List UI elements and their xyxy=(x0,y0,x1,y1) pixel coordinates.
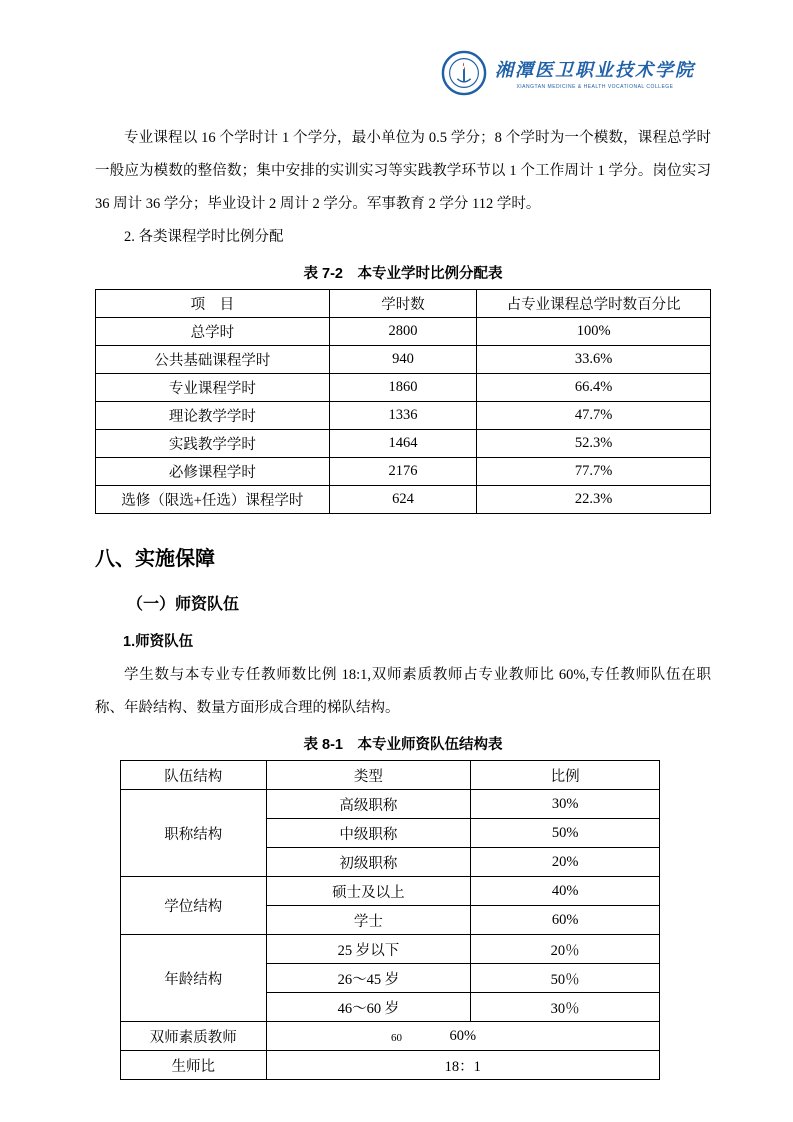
table-row xyxy=(121,935,660,964)
table-row xyxy=(121,1051,660,1080)
column-header: 项 目 xyxy=(96,290,330,318)
table-cell: 25 岁以下 xyxy=(266,935,471,964)
table-row xyxy=(96,458,711,486)
group-cell-age-structure: 年龄结构 xyxy=(121,935,267,1022)
column-header: 比例 xyxy=(471,761,660,790)
table-8-1-caption: 表 8-1 本专业师资队伍结构表 xyxy=(303,737,503,753)
table-cell: 30% xyxy=(471,790,660,819)
page-number: 60 xyxy=(391,1032,402,1044)
table-cell: 1464 xyxy=(329,430,477,458)
table-cell: 中级职称 xyxy=(266,819,471,848)
list-item-hours-ratio: 2. 各类课程学时比例分配 xyxy=(124,229,284,245)
table-cell: 1860 xyxy=(329,374,477,402)
table-cell: 46～60 岁 xyxy=(266,993,471,1022)
table-cell: 624 xyxy=(329,486,477,514)
column-header: 类型 xyxy=(266,761,471,790)
table-row xyxy=(121,790,660,819)
college-name-block xyxy=(495,56,695,90)
table-cell: 1336 xyxy=(329,402,477,430)
table-cell: 60% xyxy=(471,906,660,935)
table-cell: 26～45 岁 xyxy=(266,964,471,993)
paragraph-faculty-ratio: 学生数与本专业专任教师数比例 18:1,双师素质教师占专业教师比 60%,专任教师队伍在职称、年龄结构、数量方面形成合理的梯队结构。 xyxy=(95,667,711,716)
table-cell: 必修课程学时 xyxy=(96,458,330,486)
table-cell: 40% xyxy=(471,877,660,906)
table-cell: 50% xyxy=(471,819,660,848)
college-name-en: XIANGTAN MEDICINE & HEALTH VOCATIONAL COLLEGE xyxy=(516,84,674,90)
table-cell: 总学时 xyxy=(96,318,330,346)
column-header: 队伍结构 xyxy=(121,761,267,790)
table-cell: 18：1 xyxy=(266,1051,659,1080)
table-row xyxy=(96,318,711,346)
table-cell: 20％ xyxy=(471,935,660,964)
paragraph-credit-rules: 专业课程以 16 个学时计 1 个学分，最小单位为 0.5 学分；8 个学时为一个模数，课程总学时一般应为模数的整倍数；集中安排的实训实习等实践教学环节以 1 个工作周计 1 学分。岗位实习 36 周计 36 学分；毕业设计 2 周计 2 学分。军事教育 2 学分 112 学时。 xyxy=(95,130,711,212)
table-header-row xyxy=(121,761,660,790)
table-row xyxy=(96,346,711,374)
table-row xyxy=(96,402,711,430)
subsubsection-heading-faculty: 1.师资队伍 xyxy=(123,634,194,650)
table-cell: 选修（限选+任选）课程学时 xyxy=(96,486,330,514)
table-cell: 20% xyxy=(471,848,660,877)
document-body xyxy=(95,122,711,1080)
table-7-2-caption: 表 7-2 本专业学时比例分配表 xyxy=(303,266,503,282)
table-cell: 50％ xyxy=(471,964,660,993)
table-row xyxy=(96,374,711,402)
table-cell: 双师素质教师 xyxy=(121,1022,267,1051)
table-cell: 实践教学学时 xyxy=(96,430,330,458)
table-cell: 47.7% xyxy=(477,402,711,430)
table-cell: 专业课程学时 xyxy=(96,374,330,402)
table-cell: 2176 xyxy=(329,458,477,486)
table-row xyxy=(96,486,711,514)
table-row xyxy=(96,430,711,458)
table-cell: 940 xyxy=(329,346,477,374)
college-emblem-icon xyxy=(441,50,487,96)
column-header: 占专业课程总学时数百分比 xyxy=(477,290,711,318)
table-cell: 学士 xyxy=(266,906,471,935)
table-header-row xyxy=(96,290,711,318)
college-logo xyxy=(441,50,695,96)
table-cell: 66.4% xyxy=(477,374,711,402)
table-cell: 52.3% xyxy=(477,430,711,458)
table-cell: 33.6% xyxy=(477,346,711,374)
college-name-cn: 湘潭医卫职业技术学院 xyxy=(495,60,695,80)
group-cell-title-structure: 职称结构 xyxy=(121,790,267,877)
table-cell: 77.7% xyxy=(477,458,711,486)
table-cell: 理论教学学时 xyxy=(96,402,330,430)
table-cell: 22.3% xyxy=(477,486,711,514)
subsection-heading-faculty: （一）师资队伍 xyxy=(127,596,240,613)
column-header: 学时数 xyxy=(329,290,477,318)
group-cell-degree-structure: 学位结构 xyxy=(121,877,267,935)
table-cell: 硕士及以上 xyxy=(266,877,471,906)
table-cell: 高级职称 xyxy=(266,790,471,819)
table-cell: 初级职称 xyxy=(266,848,471,877)
table-row xyxy=(121,877,660,906)
table-cell: 100% xyxy=(477,318,711,346)
table-cell: 30％ xyxy=(471,993,660,1022)
hours-distribution-table xyxy=(95,289,711,514)
table-cell: 公共基础课程学时 xyxy=(96,346,330,374)
table-cell: 生师比 xyxy=(121,1051,267,1080)
table-cell: 2800 xyxy=(329,318,477,346)
table-cell: 60% xyxy=(266,1022,659,1051)
section-heading-implementation: 八、实施保障 xyxy=(95,548,215,570)
